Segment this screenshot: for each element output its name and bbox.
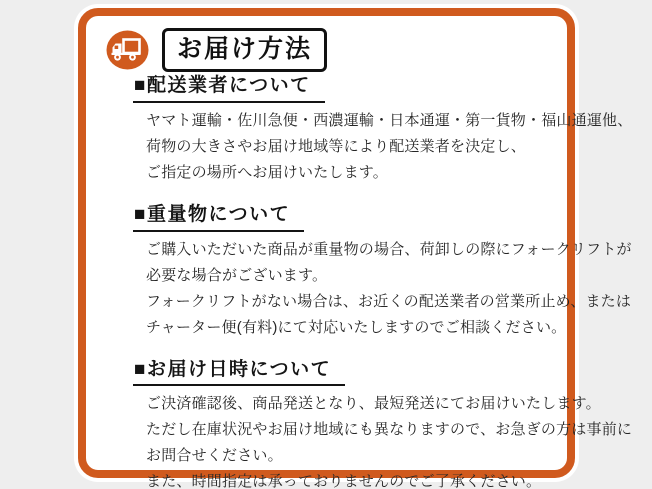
section-carriers-heading: ■配送業者について <box>133 74 325 103</box>
text-line: チャーター便(有料)にて対応いたしますのでご相談ください。 <box>146 318 567 336</box>
section-delivery-date-heading: ■お届け日時について <box>133 358 345 387</box>
text-line: ご購入いただいた商品が重量物の場合、荷卸しの際にフォークリフトが <box>146 240 632 258</box>
text-line: フォークリフトがない場合は、お近くの配送業者の営業所止め、または <box>146 292 632 310</box>
text-line: ご決済確認後、商品発送となり、最短発送にてお届けいたします。 <box>146 395 601 413</box>
text-line: 荷物の大きさやお届け地域等により配送業者を決定し、 <box>146 137 527 155</box>
section-delivery-date-body <box>146 391 633 489</box>
text-line: ご指定の場所へお届けいたします。 <box>146 163 389 181</box>
text-line: また、時間指定は承っておりませんのでご了承ください。 <box>146 473 542 489</box>
section-delivery-date <box>133 358 633 489</box>
text-line: 必要な場合がございます。 <box>146 266 328 284</box>
text-line: お問合せください。 <box>146 447 283 465</box>
delivery-info-panel <box>78 8 633 489</box>
truck-icon <box>106 30 149 70</box>
section-carriers <box>133 74 633 186</box>
section-heavy-items <box>133 203 632 341</box>
panel-header <box>106 28 555 72</box>
sections-container <box>133 74 633 489</box>
section-carriers-body <box>146 108 633 186</box>
page-title: お届け方法 <box>162 28 327 72</box>
section-heavy-items-heading: ■重量物について <box>133 203 304 232</box>
text-line: ヤマト運輸・佐川急便・西濃運輸・日本通運・第一貨物・福山通運他、 <box>146 111 633 129</box>
text-line: ただし在庫状況やお届け地域にも異なりますので、お急ぎの方は事前に <box>146 421 633 439</box>
section-heavy-items-body <box>146 237 632 341</box>
